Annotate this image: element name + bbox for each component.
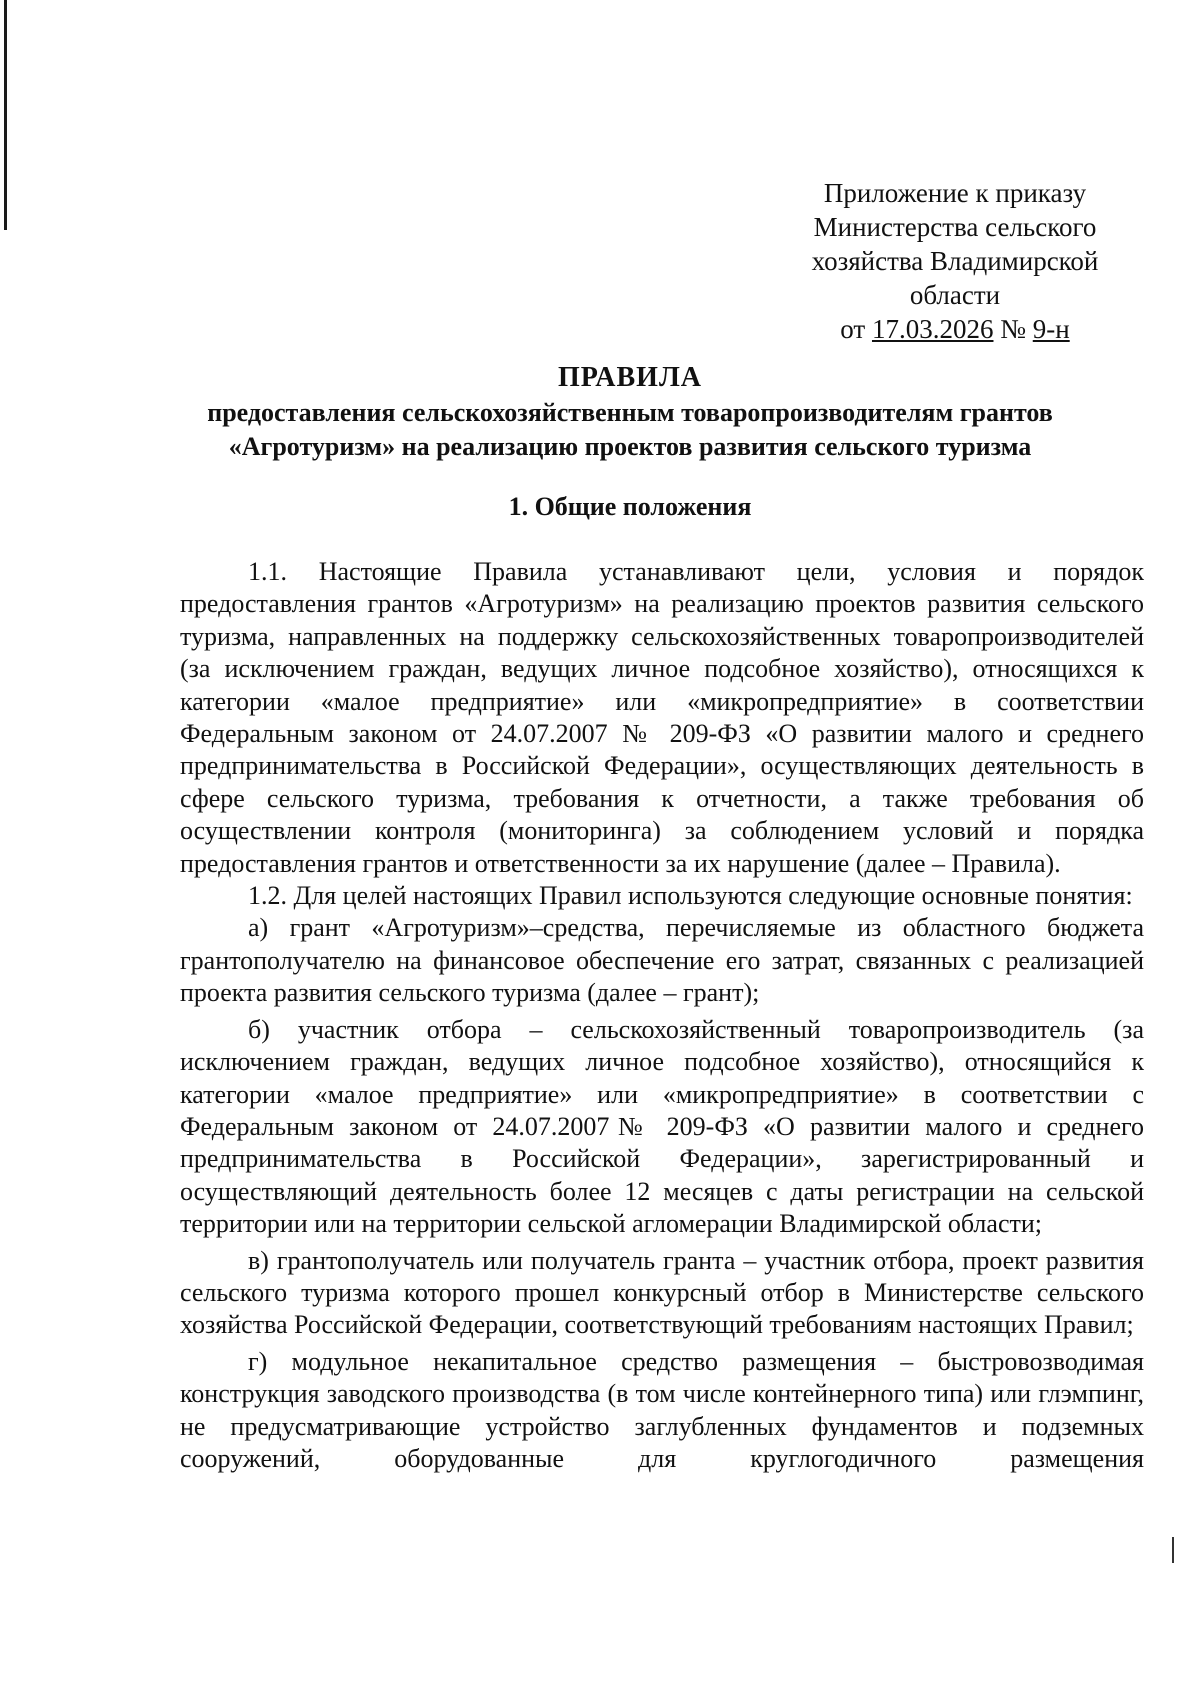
appendix-date-line: [780, 312, 1130, 346]
definition-v: в) грантополучатель или получатель гранта – участник отбора, проект развития сельского туризма которого прошел конкурсный отбор в Министерстве сельского хозяйства Российской Федерации, соответствующий требованиям настоящих Правил;: [180, 1245, 1144, 1340]
scan-margin-line: [4, 0, 7, 230]
appendix-line: Министерства сельского: [813, 212, 1097, 242]
title-block: [160, 360, 1100, 464]
definition-a: а) грант «Агротуризм»–средства, перечисляемые из областного бюджета грантополучателю на финансовое обеспечение его затрат, связанных с реализацией проекта развития сельского туризма (далее – грант);: [180, 913, 1144, 1008]
order-date: 17.03.2026: [871, 314, 994, 344]
document-subtitle-line: «Агротуризм» на реализацию проектов развития сельского туризма: [228, 432, 1032, 461]
date-prefix: от: [840, 314, 872, 344]
document-subtitle-line: предоставления сельскохозяйственным товаропроизводителям грантов: [207, 398, 1053, 427]
document-title: ПРАВИЛА: [557, 362, 703, 393]
appendix-line: хозяйства Владимирской: [811, 246, 1099, 276]
definition-b: б) участник отбора – сельскохозяйственный товаропроизводитель (за исключением граждан, ведущих личное подсобное хозяйство), относящийся к категории «малое предприятие» или «микропредприятие» в соответствии с Федеральным законом от 24.07.2007№ 209-ФЗ «О развитии малого и среднего предпринимательства в Российской Федерации», зарегистрированный и осуществляющий деятельность более 12 месяцев с даты регистрации на сельской территории или на территории сельской агломерации Владимирской области;: [180, 1014, 1144, 1239]
number-prefix: №: [993, 314, 1033, 344]
paragraph-1-1: 1.1. Настоящие Правила устанавливают цели, условия и порядок предоставления грантов «Агротуризм» на реализацию проектов развития сельского туризма, направленных на поддержку сельскохозяйственных товаропроизводителей (за исключением граждан, ведущих личное подсобное хозяйство), относящихся к категории «малое предприятие» или «микропредприятие» в соответствии Федеральным законом от 24.07.2007 № 209-ФЗ «О развитии малого и среднего предпринимательства в Российской Федерации», осуществляющих деятельность в сфере сельского туризма, требования к отчетности, а также требования об осуществлении контроля (мониторинга) за соблюдением условий и порядка предоставления грантов и ответственности за их нарушение (далее – Правила).: [180, 557, 1144, 878]
order-number: 9-н: [1032, 314, 1070, 344]
appendix-line: области: [909, 280, 1001, 310]
section-heading: 1. Общие положения: [508, 492, 752, 521]
definition-g: г) модульное некапитальное средство размещения – быстровозводимая конструкция заводского производства (в том числе контейнерного типа) или глэмпинг, не предусматривающие устройство заглубленных фундаментов и подземных сооружений, оборудованные для круглогодичного размещения: [180, 1346, 1144, 1473]
appendix-line: Приложение к приказу: [823, 178, 1087, 208]
appendix-block: [780, 176, 1130, 346]
document-body: [180, 556, 1144, 1475]
paragraph-1-2: 1.2. Для целей настоящих Правил используются следующие основные понятия:: [248, 881, 1133, 911]
scan-margin-tick: [1172, 1537, 1174, 1563]
